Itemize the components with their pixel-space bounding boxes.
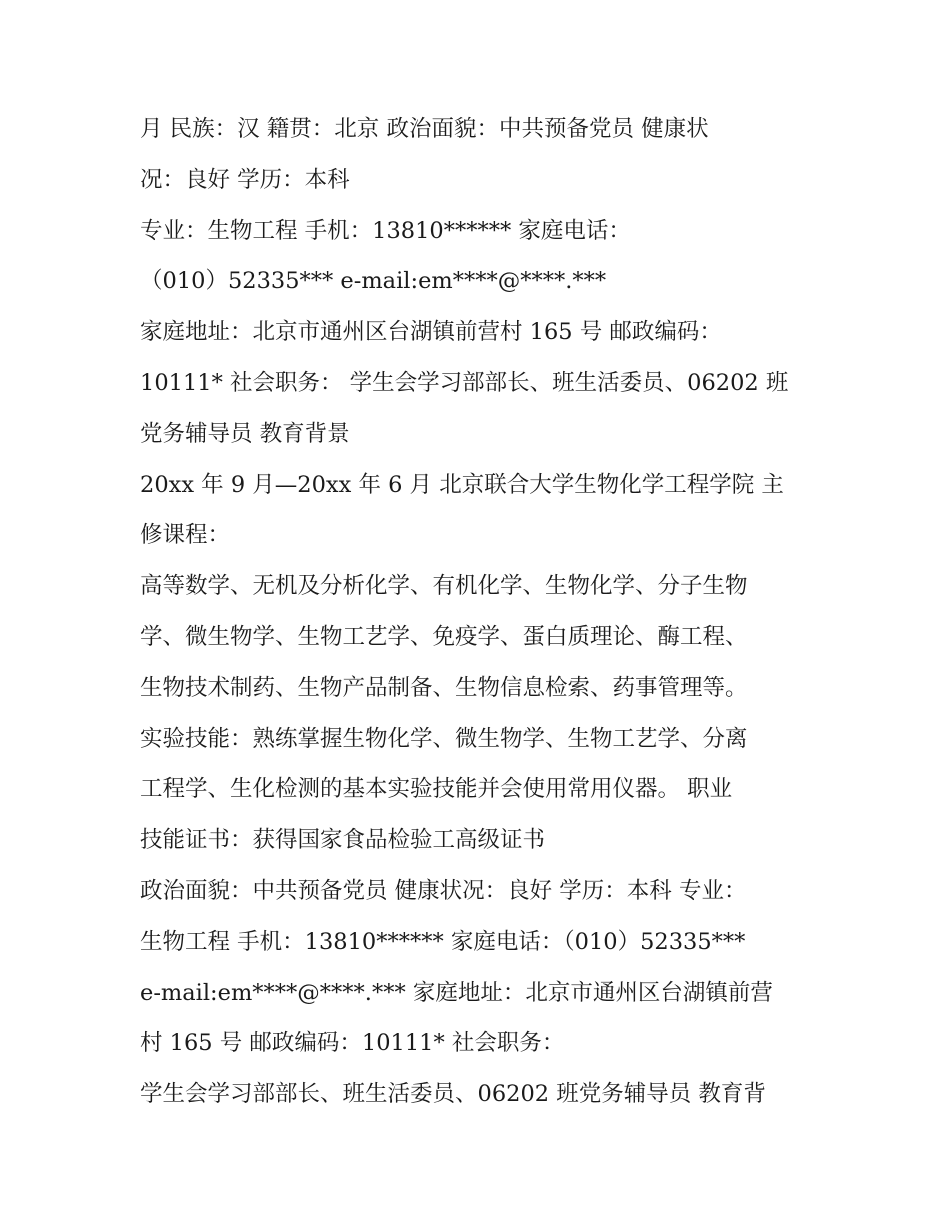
text-line: 工程学、生化检测的基本实验技能并会使用常用仪器。 职业	[140, 776, 733, 803]
text-line: 修课程：	[140, 522, 231, 549]
text-line: 学、微生物学、生物工艺学、免疫学、蛋白质理论、酶工程、	[140, 623, 748, 650]
text-line: 高等数学、无机及分析化学、有机化学、生物化学、分子生物	[140, 573, 748, 600]
text-line: 家庭地址：北京市通州区台湖镇前营村 165 号 邮政编码：	[140, 319, 722, 346]
text-line: 专业：生物工程 手机：13810****** 家庭电话：	[140, 217, 631, 244]
text-line: 10111* 社会职务： 学生会学习部部长、班生活委员、06202 班	[140, 369, 789, 396]
text-line: 技能证书：获得国家食品检验工高级证书	[140, 827, 546, 854]
resume-text-block	[140, 104, 830, 1120]
text-line: 党务辅导员 教育背景	[140, 420, 350, 447]
text-line: 政治面貌：中共预备党员 健康状况：良好 学历：本科 专业：	[140, 877, 747, 904]
text-line: 生物工程 手机：13810****** 家庭电话：（010）52335***	[140, 928, 746, 955]
text-line: 况：良好 学历：本科	[140, 166, 350, 193]
text-line: （010）52335*** e-mail:em****@****.***	[140, 268, 607, 295]
text-line: e-mail:em****@****.*** 家庭地址：北京市通州区台湖镇前营	[140, 979, 773, 1006]
text-line: 月 民族：汉 籍贯：北京 政治面貌：中共预备党员 健康状	[140, 116, 709, 142]
text-line: 生物技术制药、生物产品制备、生物信息检索、药事管理等。	[140, 674, 748, 701]
text-line: 村 165 号 邮政编码：10111* 社会职务：	[140, 1030, 565, 1057]
text-line: 实验技能：熟练掌握生物化学、微生物学、生物工艺学、分离	[140, 725, 748, 752]
text-line: 20xx 年 9 月—20xx 年 6 月 北京联合大学生物化学工程学院 主	[140, 471, 784, 498]
text-line: 学生会学习部部长、班生活委员、06202 班党务辅导员 教育背	[140, 1081, 766, 1108]
